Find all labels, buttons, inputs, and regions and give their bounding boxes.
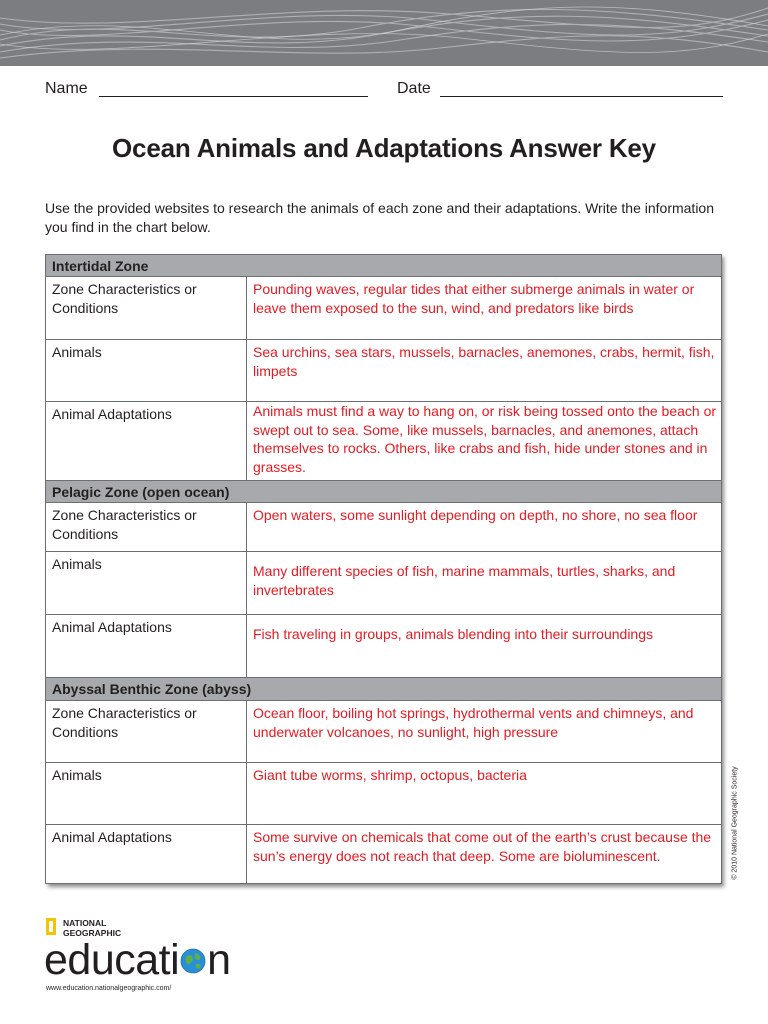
instructions-text: Use the provided websites to research the animals of each zone and their adaptations. Write the information you find in the chart below.	[45, 200, 715, 235]
row-label: Zone Characteristics or Conditions	[46, 503, 247, 552]
zone-header-row	[46, 481, 722, 503]
globe-icon	[180, 948, 206, 974]
table-row	[46, 552, 722, 615]
wave-pattern-graphic	[0, 0, 768, 66]
row-label: Animal Adaptations	[46, 825, 247, 884]
table-row	[46, 763, 722, 825]
zone-header-row	[46, 255, 722, 277]
education-wordmark	[44, 936, 231, 984]
name-label: Name	[45, 80, 88, 97]
table-row	[46, 503, 722, 552]
wordmark-start: educati	[44, 936, 180, 984]
row-label: Zone Characteristics or Conditions	[46, 701, 247, 763]
brand-line-2: GEOGRAPHIC	[63, 927, 122, 938]
header-banner	[0, 0, 768, 66]
row-label: Animal Adaptations	[46, 402, 247, 481]
zone-header-abyssal: Abyssal Benthic Zone (abyss)	[46, 678, 722, 701]
zone-header-intertidal: Intertidal Zone	[46, 255, 722, 277]
row-label: Animal Adaptations	[46, 615, 247, 678]
zone-header-pelagic: Pelagic Zone (open ocean)	[46, 481, 722, 503]
row-label: Animals	[46, 340, 247, 402]
answer-cell[interactable]: Open waters, some sunlight depending on depth, no shore, no sea floor	[247, 503, 722, 552]
table-row	[46, 615, 722, 678]
date-label: Date	[397, 80, 431, 97]
answer-cell[interactable]: Some survive on chemicals that come out of the earth’s crust because the sun’s energy does not reach that deep. Some are bioluminescent.	[247, 825, 722, 884]
row-label: Animals	[46, 552, 247, 615]
table-row	[46, 402, 722, 481]
table-row	[46, 701, 722, 763]
national-geographic-logo-icon	[46, 918, 56, 935]
row-label: Animals	[46, 763, 247, 825]
name-date-row	[45, 78, 725, 100]
education-url-link[interactable]: www.education.nationalgeographic.com/	[46, 985, 172, 992]
copyright-text: © 2010 National Geographic Society	[731, 765, 739, 880]
copyright-notice	[728, 760, 742, 885]
date-field[interactable]	[440, 96, 723, 97]
brand-line-1: NATIONAL	[63, 918, 107, 928]
table-row	[46, 277, 722, 340]
row-label: Zone Characteristics or Conditions	[46, 277, 247, 340]
answer-cell[interactable]: Animals must find a way to hang on, or risk being tossed onto the beach or swept out to sea. Some, like mussels, barnacles, and anemones, attach themselves to rocks. Others, like crabs and fish, hide under stones and in grasses.	[247, 402, 722, 481]
answer-cell[interactable]: Pounding waves, regular tides that either submerge animals in water or leave them exposed to the sun, wind, and predators like birds	[247, 277, 722, 340]
answer-cell[interactable]: Sea urchins, sea stars, mussels, barnacles, anemones, crabs, hermit, fish, limpets	[247, 340, 722, 402]
page-title: Ocean Animals and Adaptations Answer Key	[112, 133, 656, 163]
table-row	[46, 825, 722, 884]
table-row	[46, 340, 722, 402]
name-field[interactable]	[99, 96, 368, 97]
adaptations-table	[45, 254, 722, 884]
answer-cell[interactable]: Ocean floor, boiling hot springs, hydrothermal vents and chimneys, and underwater volcanoes, no sunlight, high pressure	[247, 701, 722, 763]
answer-cell[interactable]: Many different species of fish, marine mammals, turtles, sharks, and invertebrates	[247, 552, 722, 615]
answer-cell[interactable]: Giant tube worms, shrimp, octopus, bacteria	[247, 763, 722, 825]
zone-header-row	[46, 678, 722, 701]
answer-cell[interactable]: Fish traveling in groups, animals blending into their surroundings	[247, 615, 722, 678]
wordmark-end: n	[207, 936, 231, 984]
adaptations-table-container	[45, 254, 721, 884]
